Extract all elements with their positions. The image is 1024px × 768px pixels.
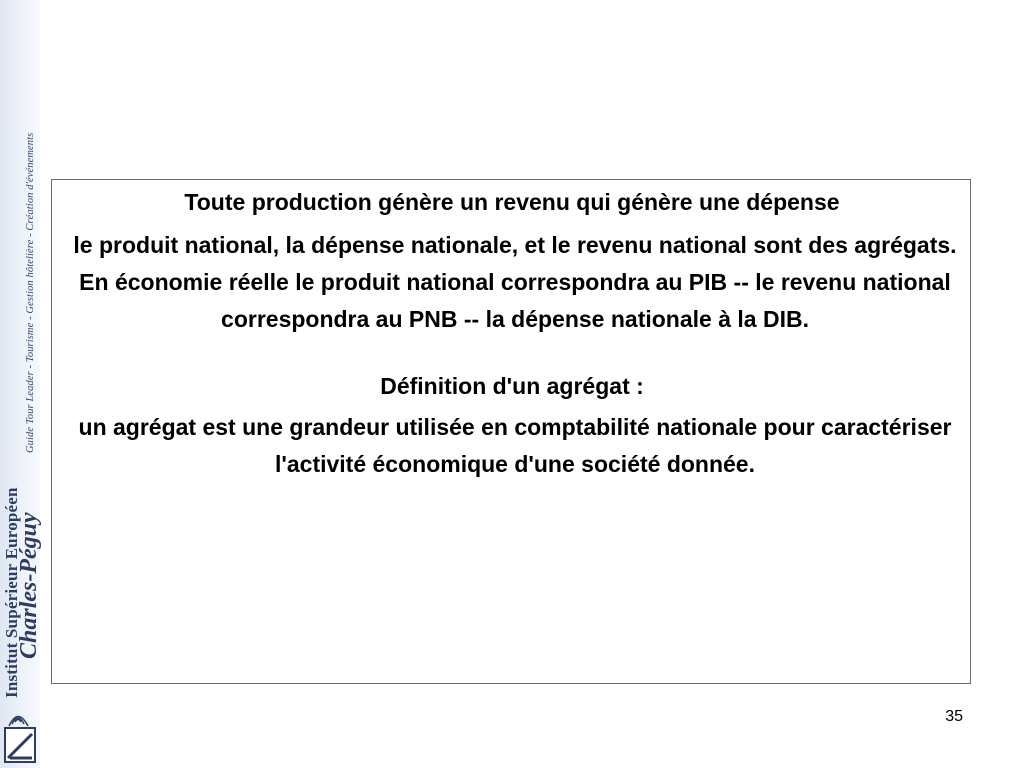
statement-heading: Toute production génère un revenu qui génère une dépense bbox=[184, 189, 840, 215]
aggregates-paragraph: le produit national, la dépense nationale, et le revenu national sont des agrégats. En économie réelle le produit national correspondra au PIB -- le revenu national correspondra au PNB -- la dépense nationale à la DIB. bbox=[73, 232, 957, 332]
school-logo-icon bbox=[4, 706, 38, 764]
institution-name: Institut Supérieur Européen bbox=[2, 487, 21, 698]
school-name: Charles-Péguy bbox=[16, 512, 42, 659]
school-tagline: Guide Tour Leader - Tourisme - Gestion hôtelière - Création d'événements bbox=[25, 132, 36, 453]
definition-heading: Définition d'un agrégat : bbox=[380, 373, 644, 399]
definition-paragraph: un agrégat est une grandeur utilisée en comptabilité nationale pour caractériser l'activité économique d'une société donnée. bbox=[78, 414, 952, 477]
page-number: 35 bbox=[945, 708, 963, 725]
